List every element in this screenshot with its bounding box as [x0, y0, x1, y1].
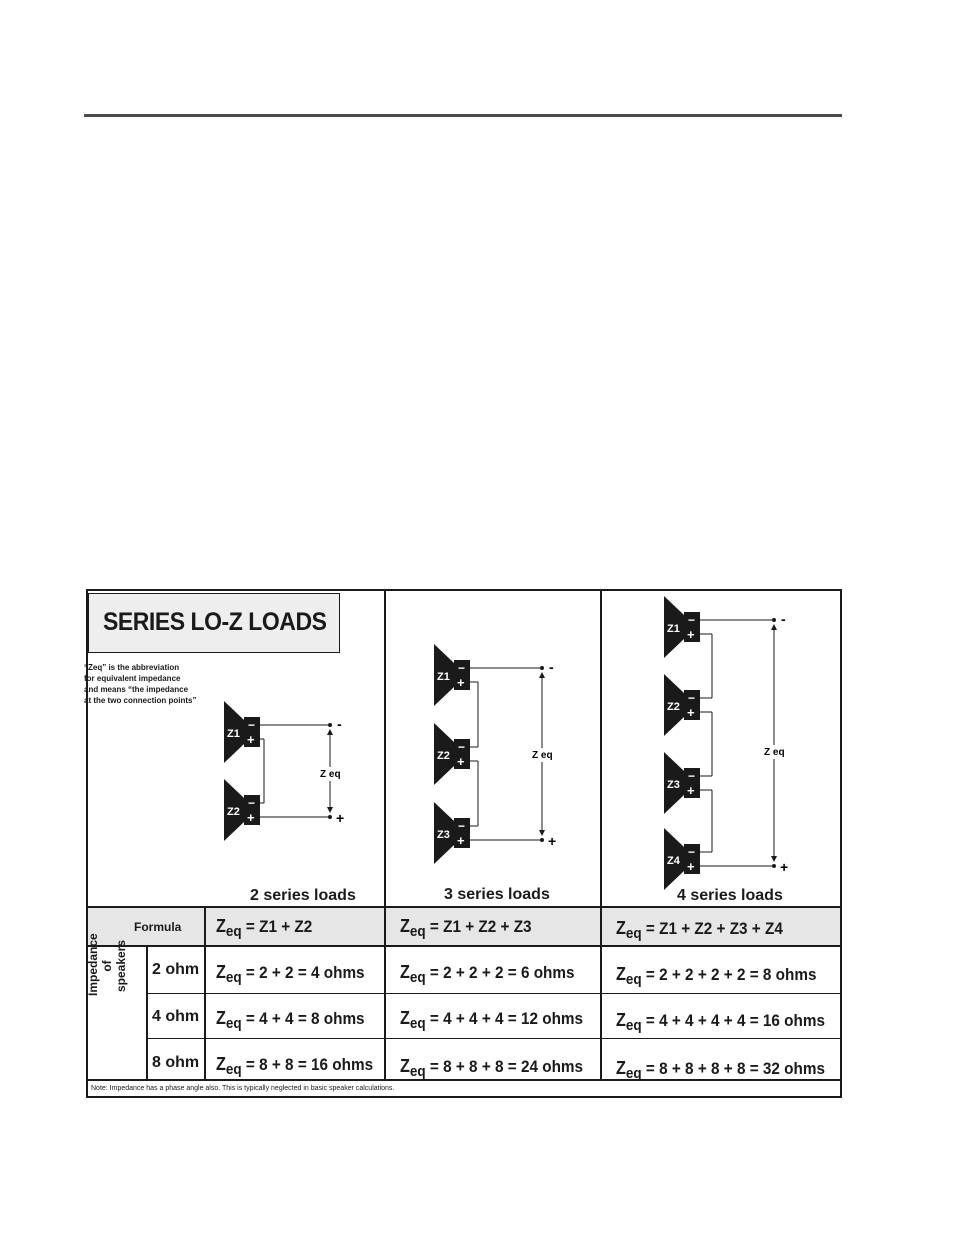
circuit-diagrams [88, 591, 840, 911]
speaker-label: Z4 [667, 855, 680, 867]
formula-bottom-line [88, 945, 840, 947]
speaker-label: Z1 [667, 623, 680, 635]
footnote: Note: Impedance has a phase angle also. This is typically neglected in basic speaker calculations. [91, 1085, 395, 1092]
zeq-sub: eq [409, 1015, 426, 1032]
zeq-sub: eq [225, 1061, 242, 1078]
ohm-row-label: 8 ohm [152, 1054, 200, 1071]
zeq-sub: eq [625, 925, 642, 942]
formula-expression: = Z1 + Z2 + Z3 + Z4 [645, 919, 783, 938]
column-label-4-series: 4 series loads [677, 887, 783, 904]
zeq-label: Z eq [320, 769, 341, 780]
ohm-column-divider [146, 946, 148, 1080]
row-line-1 [146, 993, 840, 994]
speaker-label: Z2 [667, 701, 680, 713]
note-line: and means “the impedance [84, 685, 189, 694]
speaker-label: Z2 [227, 806, 240, 818]
result-cell [216, 962, 365, 986]
minus-sign: - [781, 611, 786, 627]
zeq-z: Z [616, 1010, 626, 1030]
speaker-minus: − [688, 769, 696, 783]
result-expression: = 4 + 4 + 4 + 4 = 16 ohms [645, 1011, 825, 1030]
formula-label: Formula [134, 920, 182, 934]
impedance-of-speakers-label [86, 933, 128, 996]
zeq-sub: eq [225, 923, 242, 940]
formula-expression: = Z1 + Z2 + Z3 [429, 917, 532, 936]
formula-cell [400, 916, 532, 940]
note-line: at the two connection points” [84, 696, 197, 705]
zeq-z: Z [400, 1008, 410, 1028]
arrow-head-up-icon [771, 624, 777, 630]
speaker-minus: − [248, 796, 256, 810]
result-expression: = 8 + 8 + 8 + 8 = 32 ohms [645, 1059, 825, 1078]
footnote-line [88, 1079, 840, 1081]
result-cell [616, 1010, 825, 1034]
speaker-plus: + [457, 754, 465, 769]
zeq-sub: eq [625, 1017, 642, 1034]
speaker-minus: − [458, 819, 466, 833]
plus-sign: + [548, 833, 557, 849]
zeq-sub: eq [225, 1015, 242, 1032]
ohm-row-label: 2 ohm [152, 961, 200, 978]
result-expression: = 8 + 8 = 16 ohms [245, 1055, 374, 1074]
speaker-plus: + [457, 675, 465, 690]
zeq-z: Z [400, 916, 410, 936]
zeq-z: Z [616, 964, 626, 984]
result-cell [400, 1008, 584, 1032]
zeq-z: Z [216, 916, 226, 936]
speaker-minus: − [458, 740, 466, 754]
speaker-label: Z2 [437, 750, 450, 762]
result-cell [400, 1056, 584, 1080]
column-label-3-series: 3 series loads [444, 886, 550, 903]
speaker-plus: + [687, 859, 695, 874]
top-rule [84, 114, 842, 117]
zeq-sub: eq [625, 1065, 642, 1082]
plus-sign: + [336, 810, 345, 826]
minus-terminal [328, 723, 332, 727]
result-expression: = 8 + 8 + 8 = 24 ohms [429, 1057, 584, 1076]
plus-terminal [772, 864, 776, 868]
zeq-sub: eq [225, 969, 242, 986]
speaker-minus: − [248, 718, 256, 732]
result-expression: = 4 + 4 = 8 ohms [245, 1009, 365, 1028]
result-expression: = 2 + 2 + 2 = 6 ohms [429, 963, 575, 982]
plus-terminal [328, 815, 332, 819]
speaker-label: Z3 [437, 829, 450, 841]
zeq-z: Z [400, 962, 410, 982]
ohm-row-label: 4 ohm [152, 1008, 200, 1025]
speaker-minus: − [458, 661, 466, 675]
zeq-z: Z [400, 1056, 410, 1076]
speaker-minus: − [688, 845, 696, 859]
arrow-head-down-icon [327, 807, 333, 813]
zeq-sub: eq [409, 923, 426, 940]
minus-terminal [540, 666, 544, 670]
speaker-plus: + [687, 627, 695, 642]
result-cell [400, 962, 575, 986]
speaker-label: Z1 [437, 671, 450, 683]
zeq-z: Z [616, 918, 626, 938]
speaker-minus: − [688, 691, 696, 705]
zeq-sub: eq [625, 971, 642, 988]
formula-cell [616, 918, 783, 942]
result-cell [616, 964, 817, 988]
series-loads-figure [86, 589, 842, 1098]
row-line-2 [146, 1038, 840, 1039]
result-expression: = 4 + 4 + 4 = 12 ohms [429, 1009, 584, 1028]
zeq-z: Z [216, 1008, 226, 1028]
arrow-head-up-icon [539, 672, 545, 678]
speaker-label: Z3 [667, 779, 680, 791]
impedance-label-line1: Impedance [86, 933, 100, 996]
zeq-sub: eq [409, 1063, 426, 1080]
zeq-sub: eq [409, 969, 426, 986]
result-cell [216, 1008, 365, 1032]
column-label-2-series: 2 series loads [250, 887, 356, 904]
speaker-plus: + [687, 705, 695, 720]
zeq-label: Z eq [764, 747, 785, 758]
minus-sign: - [549, 659, 554, 675]
result-expression: = 2 + 2 + 2 + 2 = 8 ohms [645, 965, 817, 984]
arrow-head-down-icon [539, 830, 545, 836]
plus-terminal [540, 838, 544, 842]
speaker-plus: + [247, 810, 255, 825]
zeq-z: Z [616, 1058, 626, 1078]
speaker-minus: − [688, 613, 696, 627]
label-column-divider [204, 908, 206, 1080]
speaker-label: Z1 [227, 728, 240, 740]
result-expression: = 2 + 2 = 4 ohms [245, 963, 365, 982]
formula-cell [216, 916, 313, 940]
note-line: “Zeq” is the abbreviation [84, 663, 180, 672]
speaker-plus: + [247, 732, 255, 747]
zeq-z: Z [216, 1054, 226, 1074]
speaker-plus: + [687, 783, 695, 798]
result-cell [616, 1058, 825, 1082]
note-line: for equivalent impedance [84, 674, 181, 683]
result-cell [216, 1054, 374, 1078]
formula-expression: = Z1 + Z2 [245, 917, 313, 936]
zeq-z: Z [216, 962, 226, 982]
plus-sign: + [780, 859, 789, 875]
minus-sign: - [337, 716, 342, 732]
arrow-head-up-icon [327, 729, 333, 735]
figure-title: SERIES LO-Z LOADS [103, 608, 327, 636]
speaker-plus: + [457, 833, 465, 848]
impedance-label-line2: of speakers [100, 939, 128, 993]
arrow-head-down-icon [771, 856, 777, 862]
zeq-label: Z eq [532, 750, 553, 761]
minus-terminal [772, 618, 776, 622]
